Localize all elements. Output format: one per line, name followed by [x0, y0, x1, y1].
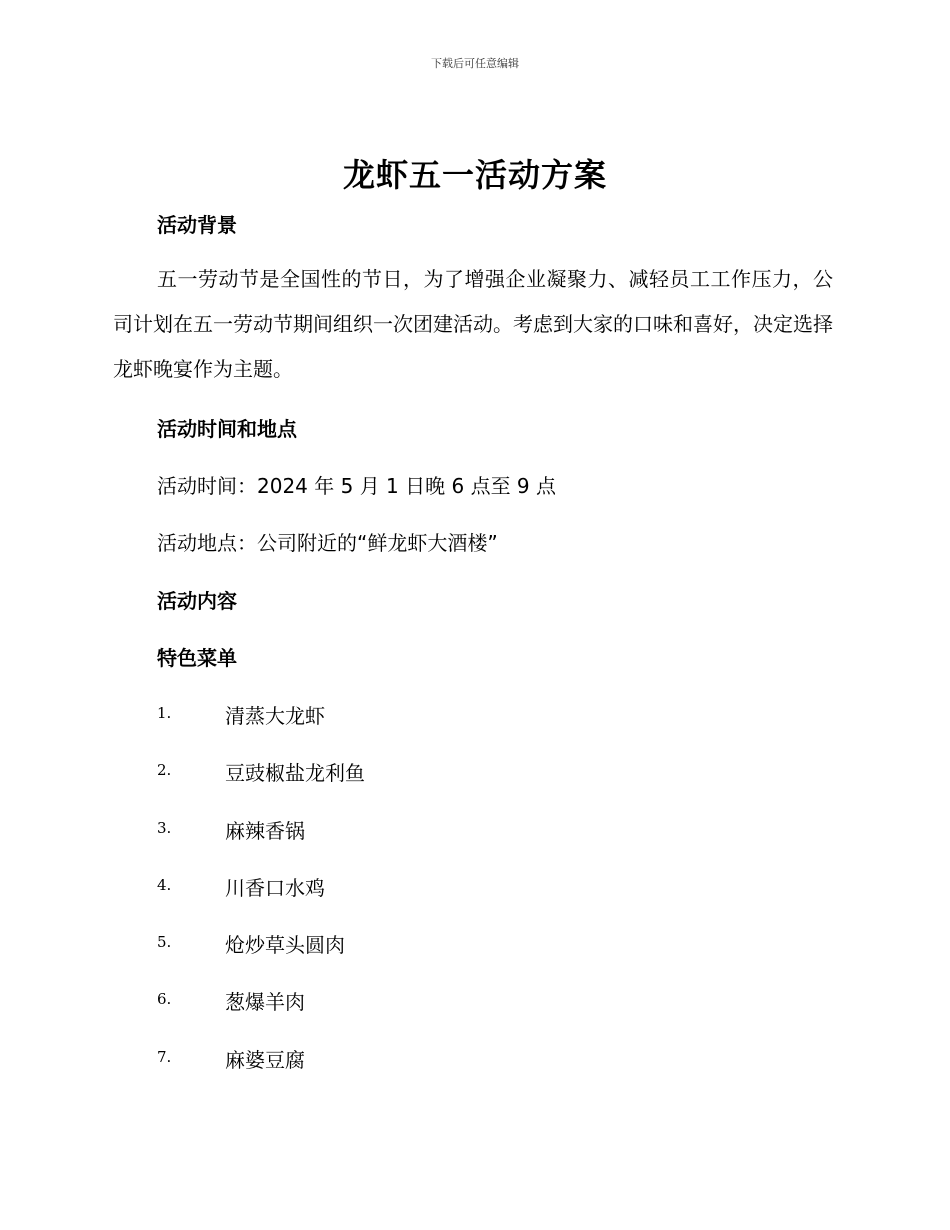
menu-item: [157, 815, 365, 872]
menu-item-name: 清蒸大龙虾: [225, 704, 325, 728]
document-title: 龙虾五一活动方案: [342, 156, 607, 194]
menu-item-number: 5.: [157, 933, 172, 952]
menu-item-name: 葱爆羊肉: [225, 990, 305, 1015]
menu-item-number: 6.: [157, 990, 172, 1009]
menu-item-number: 4.: [157, 875, 172, 894]
menu-item-name: 炝炒草头圆肉: [225, 933, 345, 958]
menu-item-name: 川香口水鸡: [225, 875, 325, 900]
activity-place-line: 活动地点：公司附近的“鲜龙虾大酒楼”: [157, 531, 498, 555]
section-heading-time-place: 活动时间和地点: [157, 417, 297, 441]
menu-item-number: 2.: [157, 761, 172, 780]
menu-item: [157, 700, 365, 757]
activity-time-line: 活动时间：2024 年 5 月 1 日晚 6 点至 9 点: [157, 474, 557, 498]
menu-item: [157, 929, 365, 986]
section-heading-content: 活动内容: [157, 589, 237, 613]
section-heading-menu: 特色菜单: [157, 646, 237, 670]
menu-item: [157, 1044, 365, 1101]
menu-item-name: 豆豉椒盐龙利鱼: [225, 761, 365, 786]
menu-item: [157, 757, 365, 814]
menu-item-number: 7.: [157, 1047, 172, 1066]
menu-item-name: 麻婆豆腐: [225, 1047, 305, 1072]
menu-item: [157, 872, 365, 929]
background-paragraph: 五一劳动节是全国性的节日，为了增强企业凝聚力、减轻员工工作压力，公司计划在五一劳动节期间组织一次团建活动。考虑到大家的口味和喜好，决定选择龙虾晚宴作为主题。: [113, 267, 833, 381]
menu-item-number: 1.: [157, 704, 172, 722]
section-heading-background: 活动背景: [157, 213, 237, 237]
menu-item: [157, 986, 365, 1043]
menu-item-name: 麻辣香锅: [225, 818, 305, 843]
menu-item-number: 3.: [157, 818, 172, 837]
menu-list: [157, 700, 365, 1101]
header-note: 下载后可任意编辑: [431, 57, 519, 70]
